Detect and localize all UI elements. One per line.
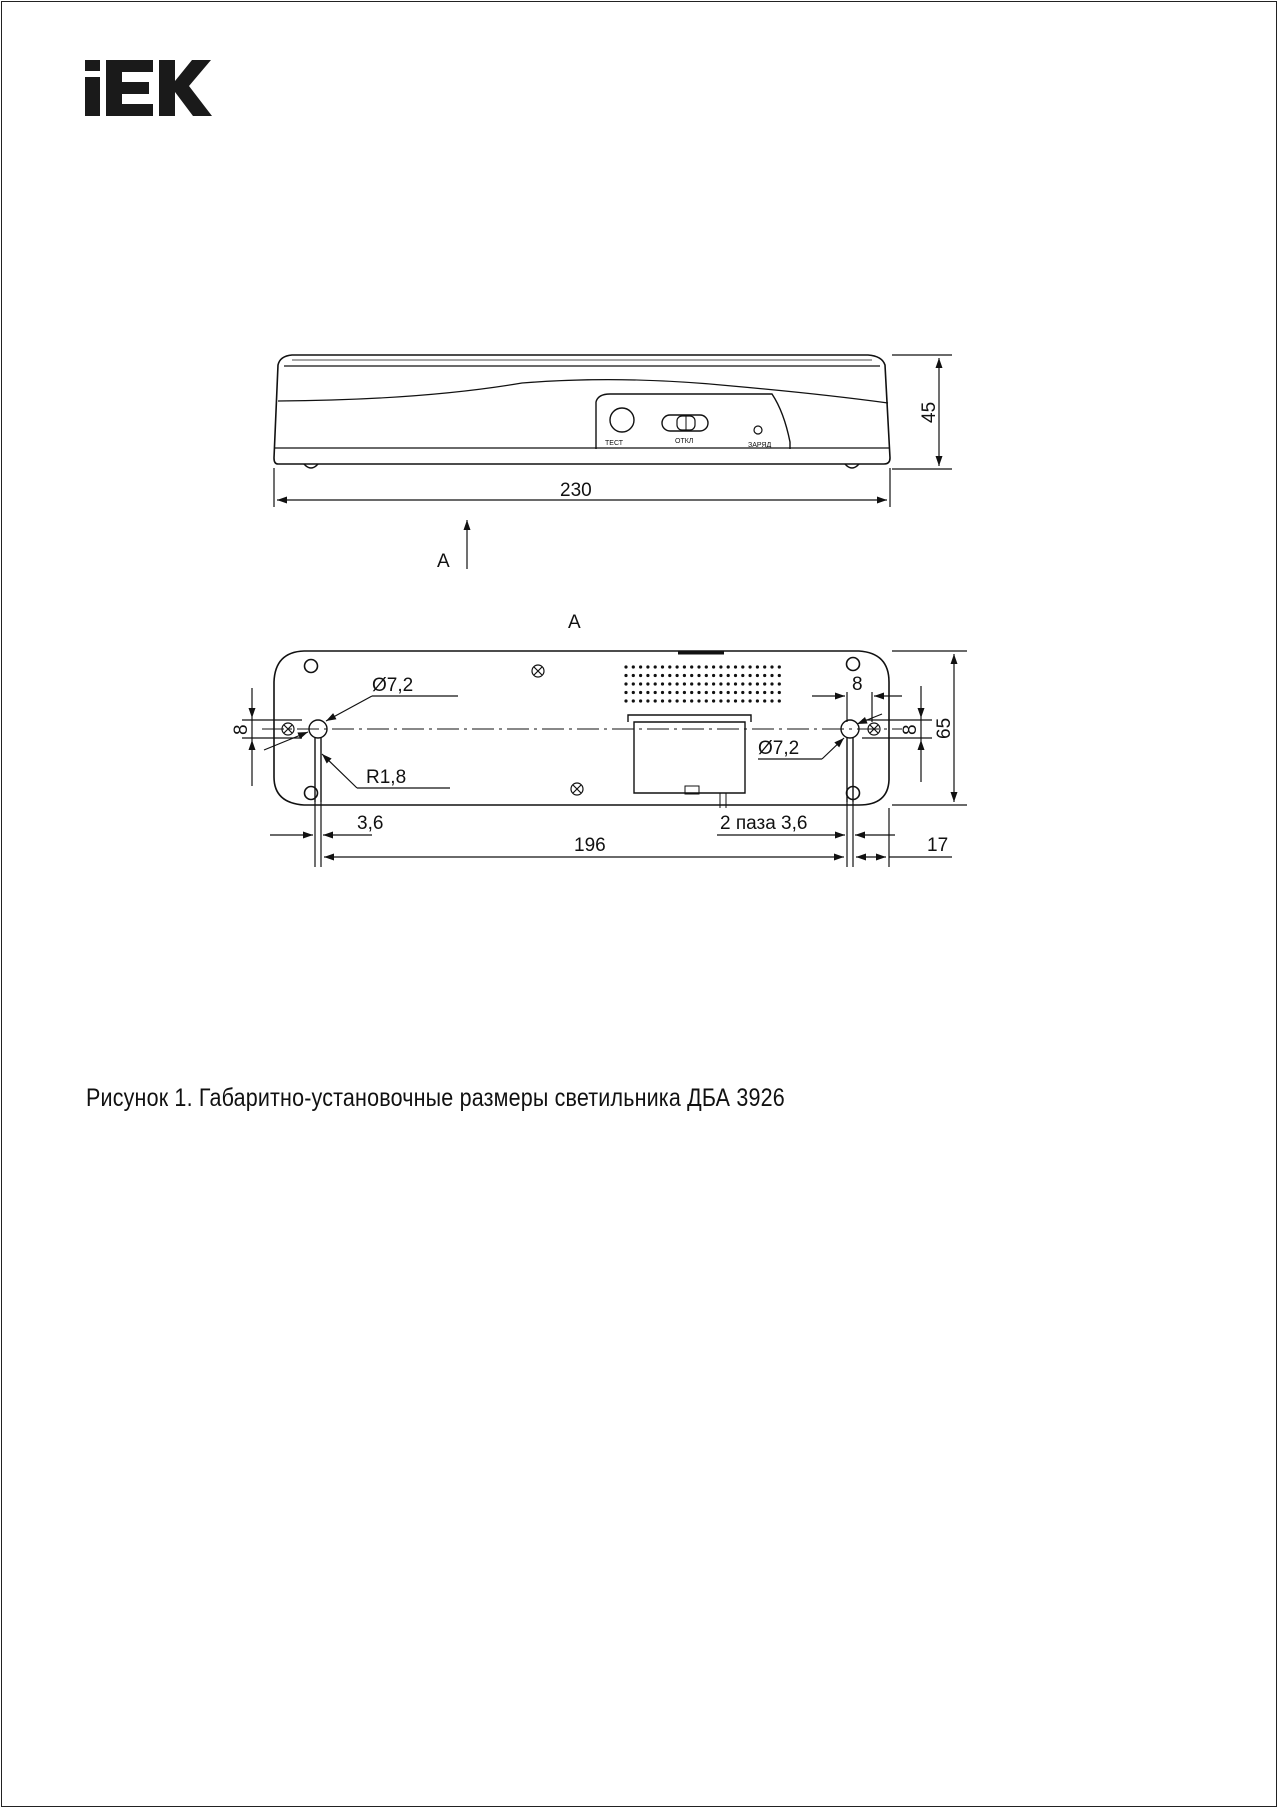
side-height-dim: 45 <box>919 401 940 423</box>
charge-label: ЗАРЯД <box>748 442 772 449</box>
right-offset-dim: 8 <box>900 724 921 735</box>
slot-offset-dim: 8 <box>852 674 863 695</box>
hole-diameter-right: Ø7,2 <box>758 738 800 759</box>
switch-label: ОТКЛ <box>675 438 694 445</box>
radius-dim: R1,8 <box>366 767 407 788</box>
side-view-dimensions <box>274 355 952 569</box>
body-height-dim: 65 <box>934 717 955 739</box>
slot-width-left-dim: 3,6 <box>357 813 384 834</box>
view-marker: A <box>437 551 450 572</box>
test-label: ТЕСТ <box>605 440 624 447</box>
side-view <box>274 355 890 468</box>
edge-offset-dim: 17 <box>927 835 949 856</box>
document-page <box>1 1 1277 1807</box>
side-length-dim: 230 <box>560 480 592 501</box>
technical-drawing <box>2 2 1278 1002</box>
speaker-grille <box>624 665 781 702</box>
figure-caption: Рисунок 1. Габаритно-установочные размеры светильника ДБА 3926 <box>86 1084 785 1112</box>
hole-diameter-left: Ø7,2 <box>372 675 414 696</box>
bottom-view-title: A <box>568 612 581 633</box>
slots-width-dim: 2 паза 3,6 <box>720 813 808 834</box>
left-offset-dim: 8 <box>231 724 252 735</box>
side-view-panel-labels <box>605 438 771 449</box>
mount-span-dim: 196 <box>574 835 606 856</box>
